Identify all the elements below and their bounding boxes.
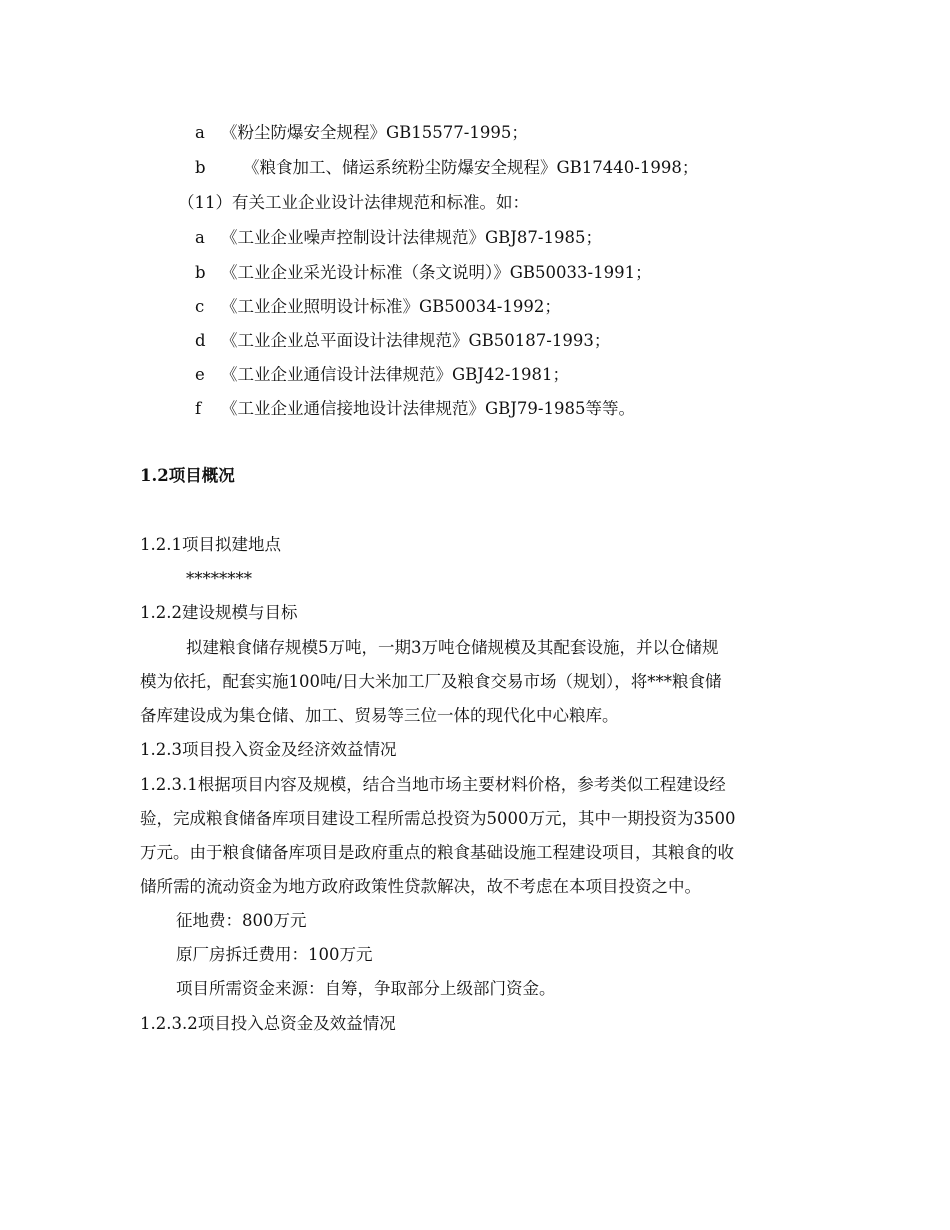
item-mark: b (195, 158, 206, 177)
item-text: 《工业企业通信设计法律规范》GBJ42-1981； (221, 365, 569, 384)
paragraph-line: 拟建粮食储存规模5万吨，一期3万吨仓储规模及其配套设施，并以仓储规 (186, 638, 719, 657)
standard-item (195, 296, 561, 318)
item-text: 《工业企业照明设计标准》GB50034-1992； (221, 297, 561, 316)
standard-item (195, 398, 635, 420)
paragraph-line: 储所需的流动资金为地方政府政策性贷款解决，故不考虑在本项目投资之中。 (140, 877, 701, 896)
subsection-heading: 1.2.3.2项目投入总资金及效益情况 (140, 1014, 396, 1033)
standard-item (195, 330, 610, 352)
land-fee-text: 征地费：800万元 (176, 911, 307, 930)
standard-item (195, 364, 569, 386)
paragraph-line: 1.2.3.1根据项目内容及规模，结合当地市场主要材料价格，参考类似工程建设经 (140, 775, 726, 794)
item-text: 《粉尘防爆安全规程》GB15577-1995； (221, 123, 528, 142)
standard-item (195, 262, 652, 284)
subsection-heading: 1.2.1项目拟建地点 (140, 535, 281, 554)
subsection-heading: 1.2.2建设规模与目标 (140, 603, 298, 622)
item-text: 《工业企业噪声控制设计法律规范》GBJ87-1985； (221, 228, 602, 247)
standard-item (195, 157, 698, 179)
item-text: 《工业企业通信接地设计法律规范》GBJ79-1985等等。 (221, 399, 635, 418)
standard-item (195, 227, 602, 249)
demolish-fee-text: 原厂房拆迁费用：100万元 (176, 945, 373, 964)
paragraph-line: 验，完成粮食储备库项目建设工程所需总投资为5000万元，其中一期投资为3500 (140, 809, 736, 828)
item-text: 《工业企业采光设计标准（条文说明）》GB50033-1991； (221, 263, 652, 282)
item-text: 《工业企业总平面设计法律规范》GB50187-1993； (221, 331, 611, 350)
item-mark: c (195, 297, 205, 316)
section-heading: 1.2项目概况 (140, 466, 235, 485)
item-mark: e (195, 365, 205, 384)
subsection-heading: 1.2.3项目投入资金及经济效益情况 (140, 740, 397, 759)
paragraph-line: 万元。由于粮食储备库项目是政府重点的粮食基础设施工程建设项目，其粮食的收 (140, 843, 734, 862)
item-mark: a (195, 228, 205, 247)
item-mark: f (195, 399, 202, 418)
item-mark: b (195, 263, 206, 282)
list-heading-11: （11）有关工业企业设计法律规范和标准。如： (178, 193, 529, 212)
item-mark: a (195, 123, 205, 142)
fund-source-text: 项目所需资金来源：自筹，争取部分上级部门资金。 (176, 979, 556, 998)
location-text: ******** (186, 569, 252, 588)
paragraph-line: 备库建设成为集仓储、加工、贸易等三位一体的现代化中心粮库。 (140, 706, 619, 725)
item-text: 《粮食加工、储运系统粉尘防爆安全规程》GB17440-1998； (243, 158, 699, 177)
standard-item (195, 122, 528, 144)
paragraph-line: 模为依托，配套实施100吨/日大米加工厂及粮食交易市场（规划），将***粮食储 (140, 672, 722, 691)
item-mark: d (195, 331, 206, 350)
